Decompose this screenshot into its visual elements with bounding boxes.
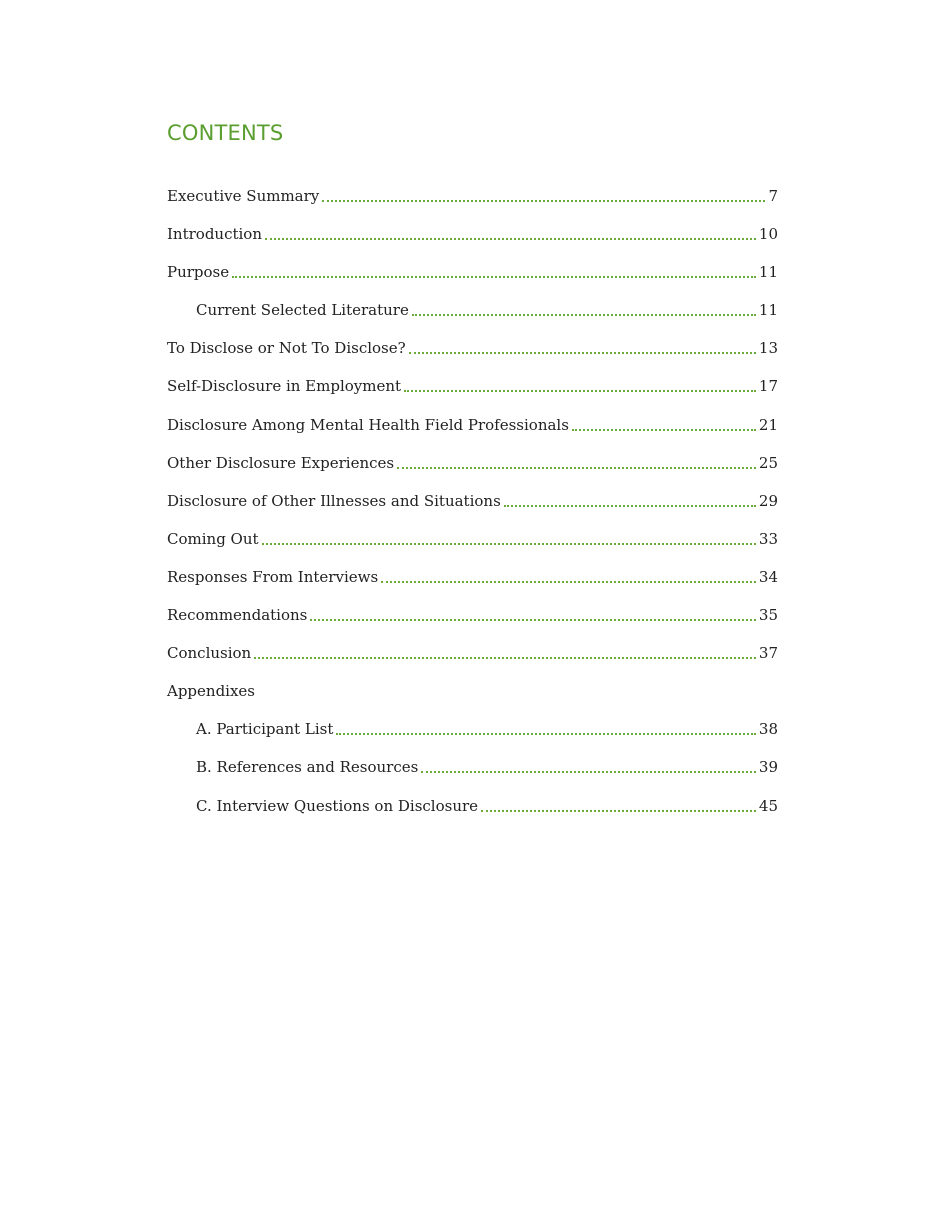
toc-entry-label: Disclosure Among Mental Health Field Professionals — [167, 415, 569, 434]
dot-leader — [404, 375, 756, 397]
toc-page-number: 13 — [758, 339, 778, 358]
toc-page-number: 45 — [758, 796, 778, 815]
toc-page-number: 11 — [758, 263, 778, 282]
table-of-contents — [167, 185, 778, 833]
toc-entry-to-disclose[interactable] — [167, 337, 778, 375]
dot-leader — [409, 337, 756, 359]
toc-entry-other-illnesses[interactable] — [167, 490, 778, 528]
toc-page-number: 10 — [758, 225, 778, 244]
toc-section-label: Appendixes — [167, 682, 256, 701]
toc-page-number: 35 — [758, 606, 778, 625]
toc-entry-introduction[interactable] — [167, 223, 778, 261]
dot-leader — [265, 223, 756, 245]
toc-entry-participant-list[interactable] — [167, 718, 778, 756]
dot-leader — [397, 452, 756, 474]
toc-page-number: 11 — [758, 301, 778, 320]
toc-entry-appendixes — [167, 680, 778, 718]
toc-page-number: 17 — [758, 377, 778, 396]
toc-page-number: 25 — [758, 453, 778, 472]
toc-entry-recommendations[interactable] — [167, 604, 778, 642]
toc-entry-label: A. Participant List — [196, 720, 334, 739]
toc-entry-label: Other Disclosure Experiences — [167, 453, 395, 472]
toc-entry-interview-questions[interactable] — [167, 795, 778, 833]
toc-entry-label: B. References and Resources — [196, 758, 419, 777]
toc-entry-label: Executive Summary — [167, 187, 320, 205]
dot-leader — [421, 756, 756, 778]
toc-page-number: 21 — [758, 415, 778, 434]
toc-entry-responses-from-interviews[interactable] — [167, 566, 778, 604]
toc-entry-label: Conclusion — [167, 644, 252, 663]
dot-leader — [322, 185, 765, 207]
dot-leader — [232, 261, 756, 283]
toc-entry-coming-out[interactable] — [167, 528, 778, 566]
dot-leader — [504, 490, 756, 512]
toc-page-number: 38 — [758, 720, 778, 739]
toc-entry-mental-health-professionals[interactable] — [167, 414, 778, 452]
toc-entry-other-disclosure-experiences[interactable] — [167, 452, 778, 490]
dot-leader — [572, 414, 756, 436]
dot-leader — [381, 566, 756, 588]
dot-leader — [336, 718, 755, 740]
toc-entry-label: Introduction — [167, 225, 262, 244]
toc-page-number: 29 — [758, 491, 778, 510]
toc-entry-label: Self-Disclosure in Employment — [167, 377, 402, 396]
toc-entry-label: To Disclose or Not To Disclose? — [167, 339, 406, 358]
toc-entry-references-resources[interactable] — [167, 756, 778, 794]
toc-entry-label: Purpose — [167, 263, 230, 282]
contents-heading: CONTENTS — [167, 121, 284, 145]
toc-page-number: 7 — [768, 187, 778, 205]
toc-entry-purpose[interactable] — [167, 261, 778, 299]
toc-page-number: 33 — [758, 529, 778, 548]
toc-entry-label: Disclosure of Other Illnesses and Situations — [167, 491, 501, 510]
toc-page-number: 37 — [758, 644, 778, 663]
toc-page-number: 39 — [758, 758, 778, 777]
toc-entry-current-selected-literature[interactable] — [167, 299, 778, 337]
toc-entry-executive-summary[interactable] — [167, 185, 778, 223]
toc-entry-conclusion[interactable] — [167, 642, 778, 680]
dot-leader — [254, 642, 756, 664]
toc-entry-label: Current Selected Literature — [196, 301, 409, 320]
toc-entry-label: Coming Out — [167, 529, 259, 548]
dot-leader — [310, 604, 756, 626]
dot-leader — [481, 795, 756, 817]
dot-leader — [262, 528, 756, 550]
toc-entry-label: Responses From Interviews — [167, 567, 379, 586]
dot-leader — [412, 299, 756, 321]
toc-page-number: 34 — [758, 567, 778, 586]
toc-entry-label: Recommendations — [167, 606, 308, 625]
toc-entry-self-disclosure-employment[interactable] — [167, 375, 778, 413]
toc-entry-label: C. Interview Questions on Disclosure — [196, 796, 479, 815]
